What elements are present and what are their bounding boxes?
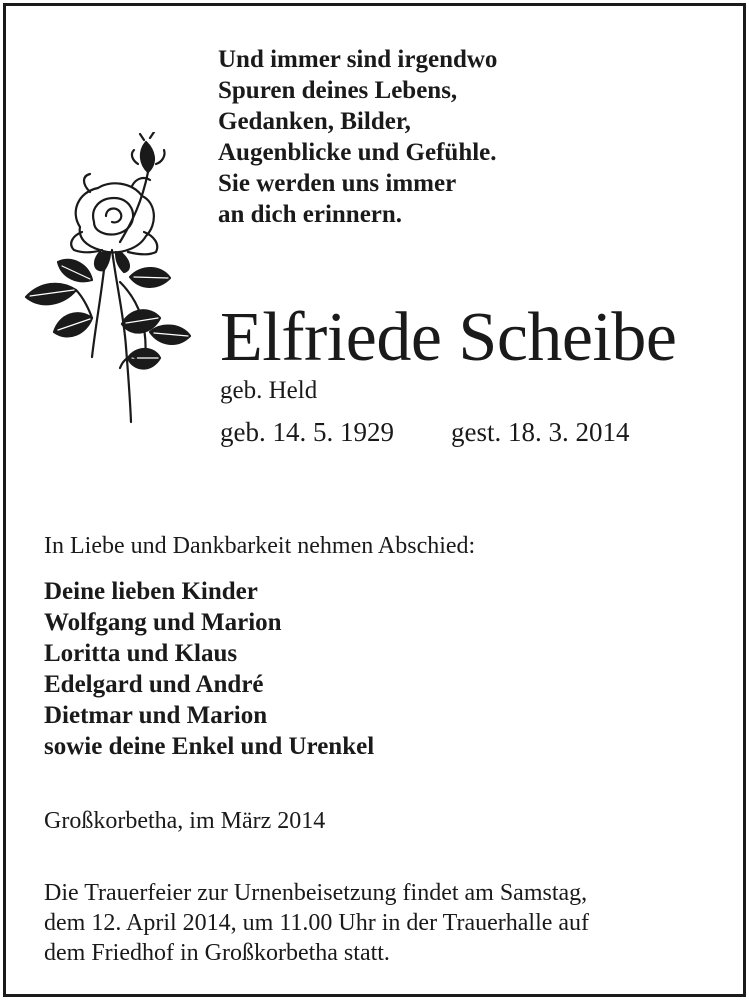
deceased-name: Elfriede Scheibe bbox=[220, 299, 677, 376]
poem-line: Gedanken, Bilder, bbox=[218, 108, 411, 135]
farewell-intro: In Liebe und Dankbarkeit nehmen Abschied: bbox=[44, 533, 476, 559]
funeral-info bbox=[44, 878, 589, 968]
mourner-line: Deine lieben Kinder bbox=[44, 578, 258, 605]
poem-line: an dich erinnern. bbox=[218, 201, 403, 228]
poem-line: Und immer sind irgendwo bbox=[218, 46, 498, 73]
obituary-notice bbox=[3, 3, 746, 997]
funeral-line: dem 12. April 2014, um 11.00 Uhr in der Trauerhalle auf bbox=[44, 910, 590, 936]
mourner-line: Wolfgang und Marion bbox=[44, 609, 282, 636]
funeral-line: Die Trauerfeier zur Urnenbeisetzung findet am Samstag, bbox=[44, 880, 588, 906]
mourner-line: Loritta und Klaus bbox=[44, 640, 238, 667]
place-and-date: Großkorbetha, im März 2014 bbox=[44, 808, 326, 834]
mourners-list bbox=[44, 576, 374, 762]
funeral-line: dem Friedhof in Großkorbetha statt. bbox=[44, 940, 390, 966]
maiden-name: geb. Held bbox=[220, 377, 318, 404]
poem-line: Spuren deines Lebens, bbox=[218, 77, 458, 104]
mourner-line: Dietmar und Marion bbox=[44, 702, 268, 729]
birth-date: geb. 14. 5. 1929 bbox=[220, 417, 394, 447]
mourner-line: sowie deine Enkel und Urenkel bbox=[44, 733, 375, 760]
poem-line: Augenblicke und Gefühle. bbox=[218, 139, 497, 166]
life-dates bbox=[220, 416, 629, 448]
mourner-line: Edelgard und André bbox=[44, 671, 264, 698]
death-date: gest. 18. 3. 2014 bbox=[450, 417, 630, 447]
rose-icon bbox=[20, 132, 200, 432]
memorial-poem bbox=[218, 44, 497, 230]
poem-line: Sie werden uns immer bbox=[218, 170, 457, 197]
